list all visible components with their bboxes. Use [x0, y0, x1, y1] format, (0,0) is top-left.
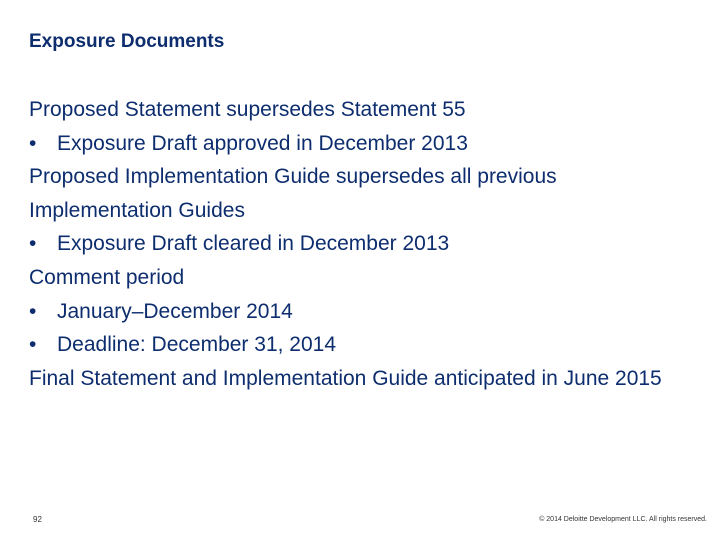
bullet-item: [29, 328, 669, 362]
bullet-icon: •: [29, 333, 37, 357]
body-line: Proposed Statement supersedes Statement 55: [29, 98, 466, 121]
bullet-text: January–December 2014: [57, 299, 293, 323]
bullet-icon: •: [29, 131, 37, 155]
bullet-text: Deadline: December 31, 2014: [57, 333, 337, 357]
bullet-item: [29, 295, 669, 329]
bullet-text: Exposure Draft cleared in December 2013: [57, 232, 450, 256]
body-line: Proposed Implementation Guide supersedes all previous Implementation Guides: [29, 165, 557, 222]
footer-copyright: © 2014 Deloitte Development LLC. All rights reserved.: [539, 516, 707, 523]
bullet-icon: •: [29, 232, 37, 256]
slide-title: Exposure Documents: [29, 31, 225, 52]
body-line: Comment period: [29, 265, 185, 289]
bullet-text: Exposure Draft approved in December 2013: [57, 131, 468, 155]
page-number: 92: [33, 515, 42, 524]
bullet-item: [29, 227, 669, 261]
body-line: Final Statement and Implementation Guide anticipated in June 2015: [29, 366, 662, 390]
bullet-item: [29, 127, 669, 161]
bullet-icon: •: [29, 299, 37, 323]
slide-body: [29, 93, 669, 395]
